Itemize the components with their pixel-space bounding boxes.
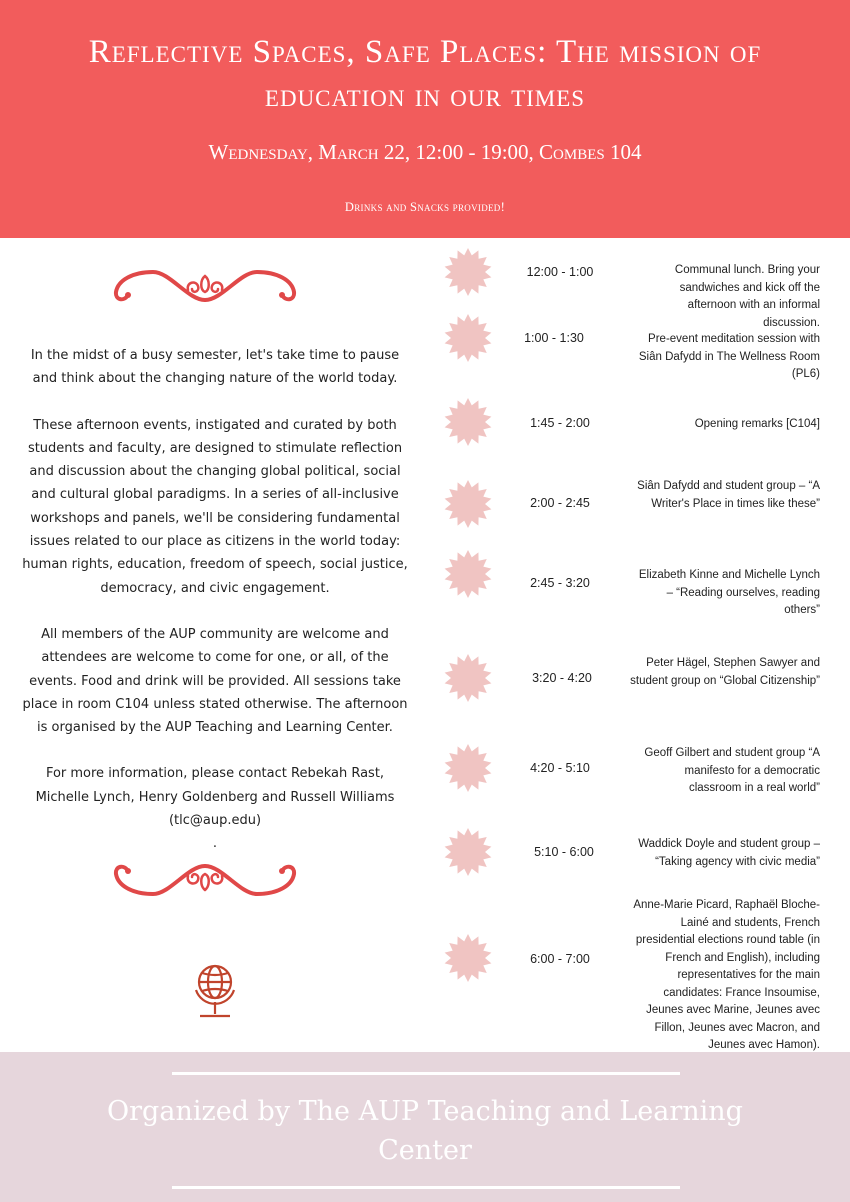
schedule-time: 4:20 - 5:10	[530, 761, 590, 775]
schedule-description: Geoff Gilbert and student group “A manifesto for a democratic classroom in a real world”	[644, 747, 820, 794]
drinks-note: Drinks and Snacks provided!	[344, 200, 506, 214]
intro-paragraph-4: For more information, please contact Rebekah Rast, Michelle Lynch, Henry Goldenberg and Russell Williams (tlc@aup.edu)	[35, 766, 395, 829]
footer-organizer-text: Organized by The AUP Teaching and Learning Center	[107, 1096, 743, 1166]
schedule-time: 5:10 - 6:00	[534, 845, 594, 859]
schedule-time: 3:20 - 4:20	[532, 671, 592, 685]
schedule-description: Waddick Doyle and student group – “Taking agency with civic media”	[638, 838, 820, 868]
intro-paragraph-3: All members of the AUP community are welcome and attendees are welcome to come for one, or all, of the events. Food and drink will be provided. All sessions take place in room C104 unless stated otherwise. The afternoon is organised by the AUP Teaching and Learning Center.	[22, 626, 408, 736]
starburst-icon	[443, 247, 493, 297]
schedule-description: Siân Dafydd and student group – “A Writer's Place in times like these”	[637, 480, 820, 510]
header-banner	[0, 0, 850, 238]
schedule-description: Communal lunch. Bring your sandwiches and kick off the afternoon with an informal discussion.	[674, 264, 820, 329]
intro-paragraph-1: In the midst of a busy semester, let's take time to pause and think about the changing nature of the world today.	[30, 348, 400, 387]
schedule-time: 12:00 - 1:00	[526, 265, 594, 279]
starburst-icon	[443, 933, 493, 983]
schedule-time: 1:45 - 2:00	[530, 416, 590, 430]
starburst-icon	[443, 653, 493, 703]
starburst-icon	[443, 549, 493, 599]
schedule-description: Anne-Marie Picard, Raphaël Bloche-Lainé and students, French presidential elections round table (in French and English), including representatives for the main candidates: France Insoumise, Jeunes avec Marine, Jeunes avec Fillon, Jeunes avec Macron, and Jeunes avec Hamon).	[633, 899, 820, 1051]
starburst-icon	[443, 827, 493, 877]
schedule-description: Peter Hägel, Stephen Sawyer and student group on “Global Citizenship”	[630, 657, 820, 687]
event-datetime: Wednesday, March 22, 12:00 - 19:00, Combes 104	[208, 140, 642, 164]
starburst-icon	[443, 479, 493, 529]
page-title: Reflective Spaces, Safe Places: The mission of education in our times	[88, 34, 762, 114]
schedule-time: 6:00 - 7:00	[530, 952, 590, 966]
footer-divider-bottom	[172, 1186, 680, 1189]
schedule-description: Opening remarks [C104]	[694, 418, 820, 430]
schedule-description: Pre-event meditation session with Siân Dafydd in The Wellness Room (PL6)	[638, 333, 820, 380]
schedule-time: 2:00 - 2:45	[530, 496, 590, 510]
globe-icon	[190, 960, 240, 1022]
starburst-icon	[443, 743, 493, 793]
footer-banner	[0, 1052, 850, 1202]
footer-divider-top	[172, 1072, 680, 1075]
starburst-icon	[443, 313, 493, 363]
starburst-icon	[443, 397, 493, 447]
schedule-time: 2:45 - 3:20	[530, 576, 590, 590]
flourish-bottom-icon	[108, 856, 302, 904]
schedule-time: 1:00 - 1:30	[524, 331, 584, 345]
schedule-description: Elizabeth Kinne and Michelle Lynch – “Reading ourselves, reading others”	[638, 569, 820, 616]
flourish-top-icon	[108, 262, 302, 310]
intro-trailing-dot: .	[212, 836, 218, 852]
intro-text	[20, 344, 410, 879]
intro-paragraph-2: These afternoon events, instigated and curated by both students and faculty, are designed to stimulate reflection and discussion about the changing global political, social and cultural global paradigms. In a series of all-inclusive workshops and panels, we'll be considering fundamental issues related to our place as citizens in the world today: human rights, education, freedom of speech, social justice, democracy, and civic engagement.	[22, 417, 408, 596]
